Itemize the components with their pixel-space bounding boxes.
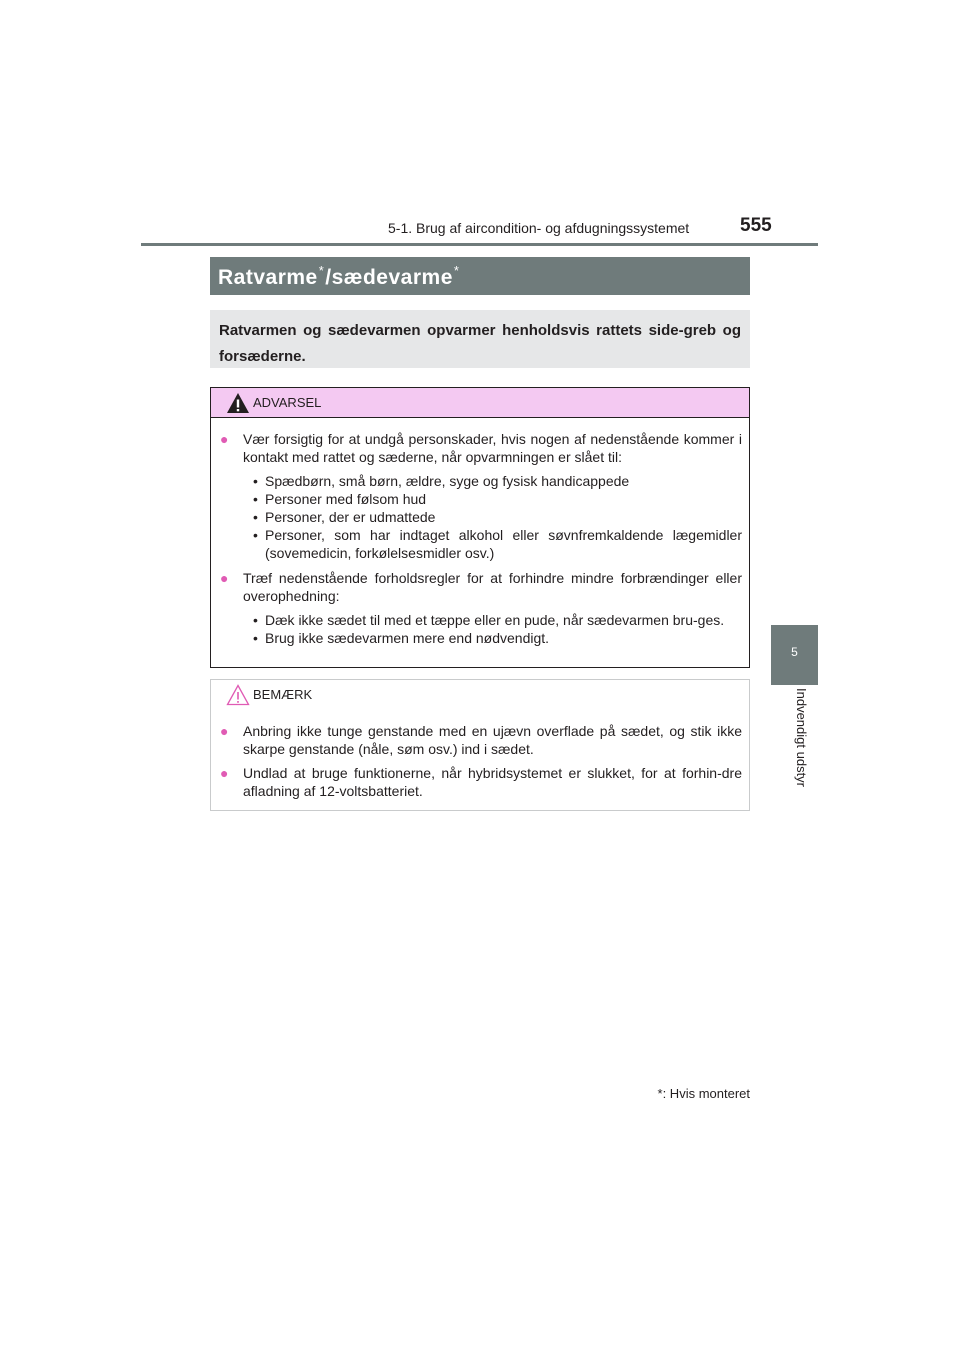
- footnote-text: : Hvis monteret: [662, 1086, 750, 1101]
- section-title: [210, 257, 750, 295]
- sub-bullet-icon: •: [253, 612, 258, 628]
- header-rule: [141, 243, 818, 246]
- notice-triangle-icon: [226, 684, 250, 706]
- sub-list-text: Personer, som har indtaget alkohol eller søvnfremkaldende lægemidler (sovemedicin, forkølelsesmidler osv.): [265, 527, 742, 561]
- bullet-text: Vær forsigtig for at undgå personskader, hvis nogen af nedenstående kommer i kontakt med rattet og sæderne, når opvarmningen er slået til:: [243, 431, 742, 465]
- sub-list-item: [220, 526, 742, 562]
- side-tab-label: Indvendigt udstyr: [794, 688, 809, 788]
- section-title-asterisk-2: *: [453, 263, 460, 278]
- bullet-text: Anbring ikke tunge genstande med en ujævn overflade på sædet, og stik ikke skarpe genstande (nåle, søm osv.) ind i sædet.: [243, 723, 742, 757]
- side-tab: [771, 625, 818, 685]
- sub-list-text: Dæk ikke sædet til med et tæppe eller en pude, når sædevarmen bru-ges.: [265, 612, 725, 628]
- notice-header: [211, 680, 749, 710]
- section-title-part1: Ratvarme: [218, 266, 318, 289]
- bullet-icon: ●: [220, 431, 229, 447]
- sub-list-text: Brug ikke sædevarmen mere end nødvendigt.: [265, 630, 550, 646]
- warning-box: [210, 387, 750, 668]
- sub-list-item: [220, 629, 742, 647]
- bullet-icon: ●: [220, 723, 229, 739]
- sub-list-item: [220, 508, 742, 526]
- warning-header: [211, 388, 749, 418]
- warning-body: [211, 418, 749, 647]
- sub-list-text: Personer, der er udmattede: [265, 509, 436, 525]
- notice-label: BEMÆRK: [253, 687, 313, 702]
- warning-triangle-icon: [226, 392, 250, 414]
- footnote-asterisk: *: [657, 1086, 663, 1101]
- section-title-part2: /sædevarme: [325, 266, 453, 289]
- side-tab-number: 5: [791, 645, 798, 659]
- footnote: [632, 1086, 750, 1101]
- bullet-item: [220, 764, 742, 800]
- bullet-icon: ●: [220, 765, 229, 781]
- sub-bullet-icon: •: [253, 527, 258, 543]
- bullet-text: Undlad at bruge funktionerne, når hybridsystemet er slukket, for at forhin-dre afladning af 12-voltsbatteriet.: [243, 765, 742, 799]
- bullet-item: [220, 569, 742, 605]
- sub-bullet-icon: •: [253, 473, 258, 489]
- intro-box: Ratvarmen og sædevarmen opvarmer henholdsvis rattets side-greb og forsæderne.: [210, 310, 750, 368]
- bullet-text: Træf nedenstående forholdsregler for at forhindre mindre forbrændinger eller overophedning:: [243, 570, 742, 604]
- sub-list-item: [220, 490, 742, 508]
- sub-list: [220, 611, 742, 647]
- sub-list-text: Spædbørn, små børn, ældre, syge og fysisk handicappede: [265, 473, 630, 489]
- notice-box: [210, 679, 750, 811]
- bullet-item: [220, 430, 742, 466]
- header-title: 5-1. Brug af aircondition- og afdugningssystemet: [388, 220, 690, 236]
- sub-bullet-icon: •: [253, 509, 258, 525]
- bullet-icon: ●: [220, 570, 229, 586]
- section-title-asterisk: *: [318, 263, 325, 278]
- sub-list-item: [220, 611, 742, 629]
- notice-body: [211, 710, 749, 800]
- sub-list: [220, 472, 742, 562]
- sub-list-text: Personer med følsom hud: [265, 491, 427, 507]
- page-number: 555: [740, 215, 772, 236]
- sub-list-item: [220, 472, 742, 490]
- warning-label: ADVARSEL: [253, 395, 322, 410]
- bullet-item: [220, 722, 742, 758]
- sub-bullet-icon: •: [253, 630, 258, 646]
- sub-bullet-icon: •: [253, 491, 258, 507]
